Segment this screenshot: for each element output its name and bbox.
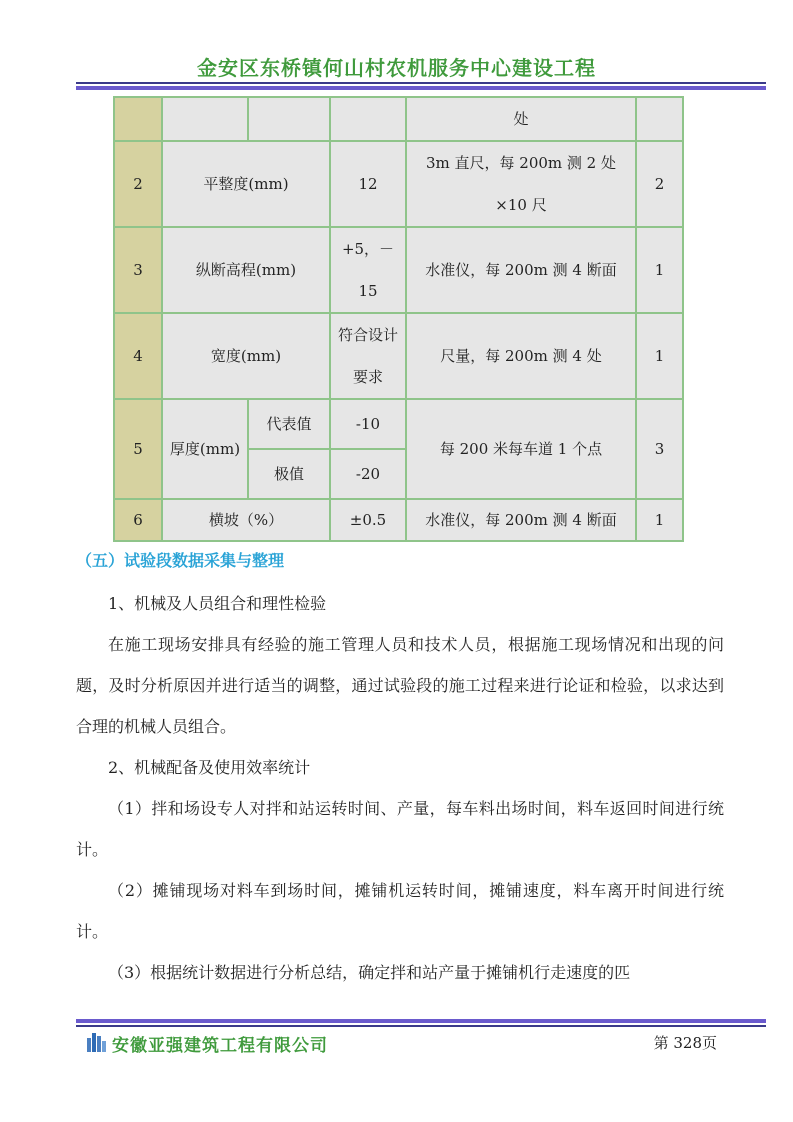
index-cell: 2 [114, 141, 162, 227]
method-cell: 水准仪，每 200m 测 4 断面 [406, 227, 636, 313]
item-cell: 纵断高程(mm) [162, 227, 330, 313]
method-cell: 处 [406, 97, 636, 141]
item-cell: 平整度(mm) [162, 141, 330, 227]
paragraph: 2、机械配备及使用效率统计 [108, 758, 311, 777]
frequency-cell: 1 [636, 227, 683, 313]
method-cell: 每 200 米每车道 1 个点 [406, 399, 636, 499]
table-row [114, 227, 683, 313]
tolerance-cell: 符合设计要求 [330, 313, 406, 399]
index-cell [114, 97, 162, 141]
company-name: 安徽亚强建筑工程有限公司 [112, 1036, 328, 1056]
header-rule-thick [76, 86, 766, 90]
method-cell: 尺量，每 200m 测 4 处 [406, 313, 636, 399]
paragraph: 1、机械及人员组合和理性检验 [108, 594, 327, 613]
item-cell: 厚度(mm) [162, 399, 248, 499]
paragraph: （2）摊铺现场对料车到场时间，摊铺机运转时间，摊铺速度，料车离开时间进行统计。 [76, 881, 724, 941]
frequency-cell: 2 [636, 141, 683, 227]
sub-value-cell: -10 [330, 399, 406, 449]
frequency-cell: 3 [636, 399, 683, 499]
footer-company [86, 1030, 328, 1057]
item-cell: 横坡（%） [162, 499, 330, 541]
index-cell: 4 [114, 313, 162, 399]
tolerance-cell: +5，－15 [330, 227, 406, 313]
index-cell: 5 [114, 399, 162, 499]
table-cell [330, 97, 406, 141]
tolerance-cell: ±0.5 [330, 499, 406, 541]
inspection-table [113, 96, 684, 542]
sub-value-cell: -20 [330, 449, 406, 499]
page-number: 第 328页 [653, 1034, 717, 1052]
table-cell [162, 97, 248, 141]
method-cell: 3m 直尺，每 200m 测 2 处×10 尺 [406, 141, 636, 227]
sub-label-cell: 代表值 [248, 399, 330, 449]
header-title: 金安区东桥镇何山村农机服务中心建设工程 [197, 56, 596, 80]
paragraph: （3）根据统计数据进行分析总结，确定拌和站产量于摊铺机行走速度的匹 [108, 963, 631, 982]
footer-rule-thin [76, 1025, 766, 1027]
table-row [114, 313, 683, 399]
paragraph: （1）拌和场设专人对拌和站运转时间、产量，每车料出场时间，料车返回时间进行统计。 [76, 799, 724, 859]
tolerance-cell: 12 [330, 141, 406, 227]
index-cell: 3 [114, 227, 162, 313]
table-row [114, 141, 683, 227]
sub-label-cell: 极值 [248, 449, 330, 499]
table-row [114, 399, 683, 449]
building-logo-icon [86, 1030, 108, 1057]
table-cell [636, 97, 683, 141]
paragraph: 在施工现场安排具有经验的施工管理人员和技术人员，根据施工现场情况和出现的问题，及时分析原因并进行适当的调整，通过试验段的施工过程来进行论证和检验，以求达到合理的机械人员组合。 [76, 635, 724, 736]
item-cell: 宽度(mm) [162, 313, 330, 399]
table-row [114, 97, 683, 141]
frequency-cell: 1 [636, 499, 683, 541]
section-heading: （五）试验段数据采集与整理 [76, 551, 285, 570]
table-cell [248, 97, 330, 141]
method-cell: 水准仪，每 200m 测 4 断面 [406, 499, 636, 541]
index-cell: 6 [114, 499, 162, 541]
table-row [114, 499, 683, 541]
footer-rule-thick [76, 1019, 766, 1023]
frequency-cell: 1 [636, 313, 683, 399]
header-rule-thin [76, 82, 766, 84]
